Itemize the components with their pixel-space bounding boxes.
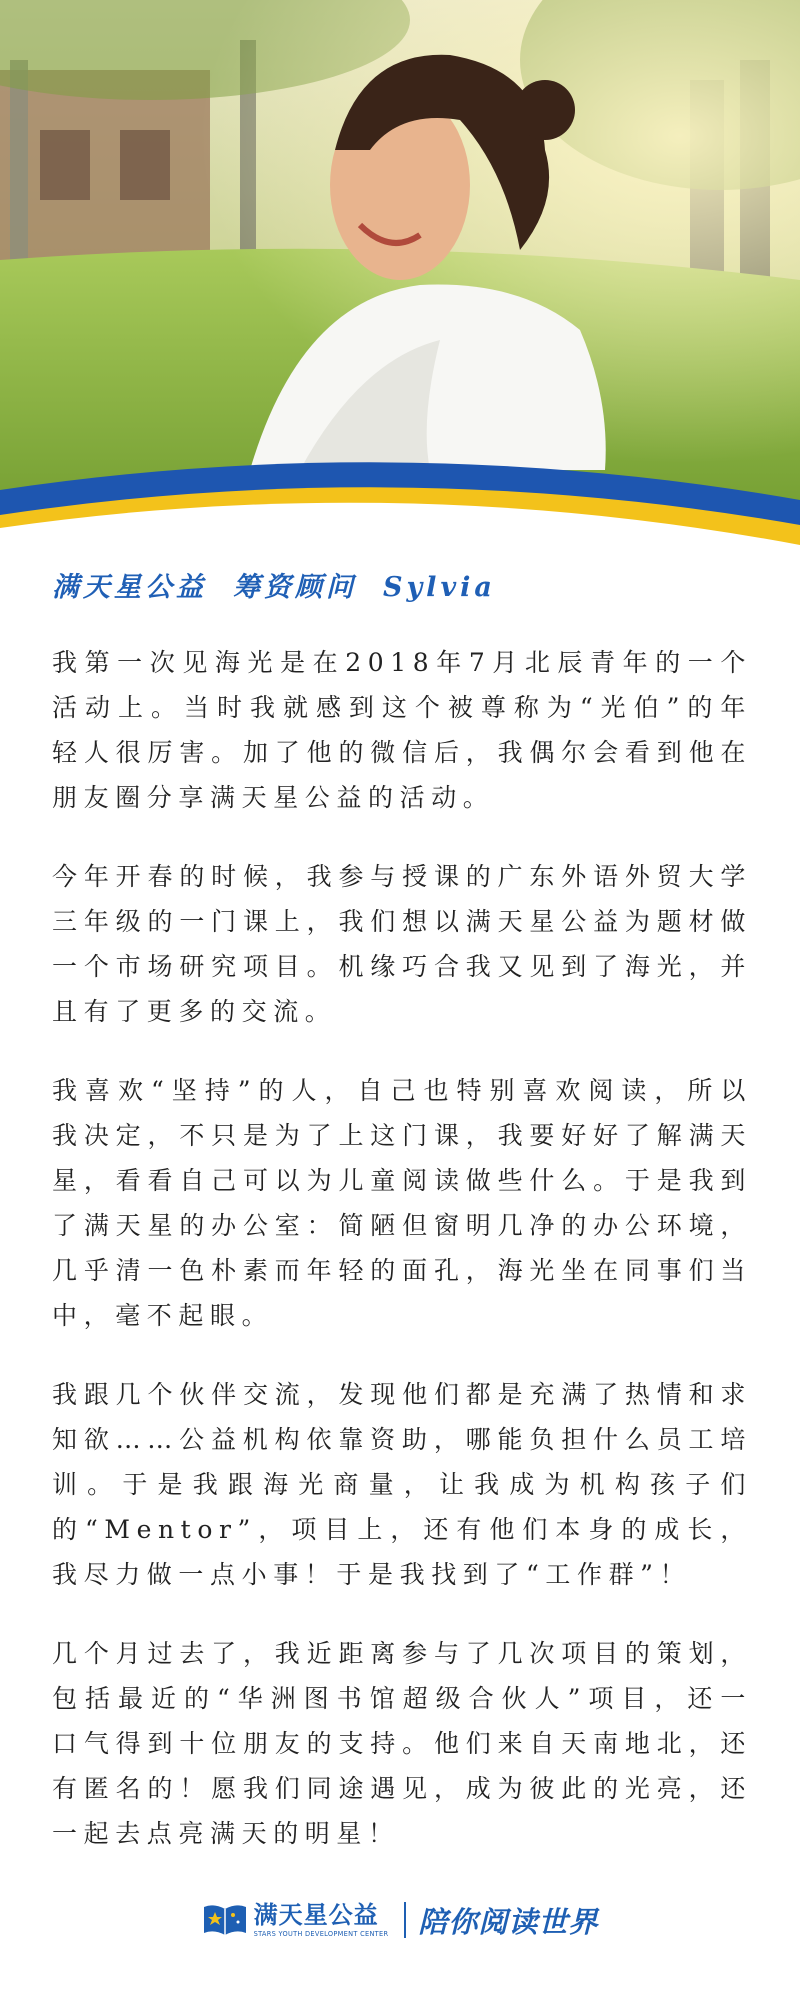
logo-name: 满天星公益 [253, 1901, 379, 1929]
logo-subtitle: STARS YOUTH DEVELOPMENT CENTER [253, 1930, 389, 1938]
heading-name: Sylvia [383, 572, 496, 603]
footer-brand [0, 1890, 800, 1950]
footer-slogan: 陪你阅读世界 [418, 1904, 599, 1939]
paragraph-5: 几个月过去了，我近距离参与了几次项目的策划，包括最近的“华洲图书馆超级合伙人”项目，还一口气得到十位朋友的支持。他们来自天南地北，还有匿名的！愿我们同途遇见，成为彼此的光亮，还一起去点亮满天的明星！ [52, 1639, 752, 1848]
article-body [52, 640, 752, 1890]
paragraph-3: 我喜欢“坚持”的人，自己也特别喜欢阅读，所以我决定，不只是为了上这门课，我要好好了解满天星，看看自己可以为儿童阅读做些什么。于是我到了满天星的办公室：简陋但窗明几净的办公环境，几乎清一色朴素而年轻的面孔，海光坐在同事们当中，毫不起眼。 [52, 1076, 752, 1330]
paragraph-4: 我跟几个伙伴交流，发现他们都是充满了热情和求知欲……公益机构依靠资助，哪能负担什么员工培训。于是我跟海光商量，让我成为机构孩子们的“Mentor”，项目上，还有他们本身的成长，我尽力做一点小事！于是我找到了“工作群”！ [52, 1380, 752, 1589]
footer-divider [404, 1902, 406, 1938]
author-heading [52, 565, 496, 604]
hero-photo [0, 0, 800, 545]
paragraph-2: 今年开春的时候，我参与授课的广东外语外贸大学三年级的一门课上，我们想以满天星公益为题材做一个市场研究项目。机缘巧合我又见到了海光，并且有了更多的交流。 [52, 862, 752, 1026]
paragraph-1: 我第一次见海光是在2018年7月北辰青年的一个活动上。当时我就感到这个被尊称为“光伯”的年轻人很厉害。加了他的微信后，我偶尔会看到他在朋友圈分享满天星公益的活动。 [52, 648, 752, 812]
heading-role: 筹资顾问 [233, 572, 357, 603]
book-star-icon [202, 1903, 248, 1937]
portrait-photo-icon [0, 0, 800, 545]
heading-org: 满天星公益 [52, 572, 207, 603]
brand-logo [202, 1902, 389, 1938]
